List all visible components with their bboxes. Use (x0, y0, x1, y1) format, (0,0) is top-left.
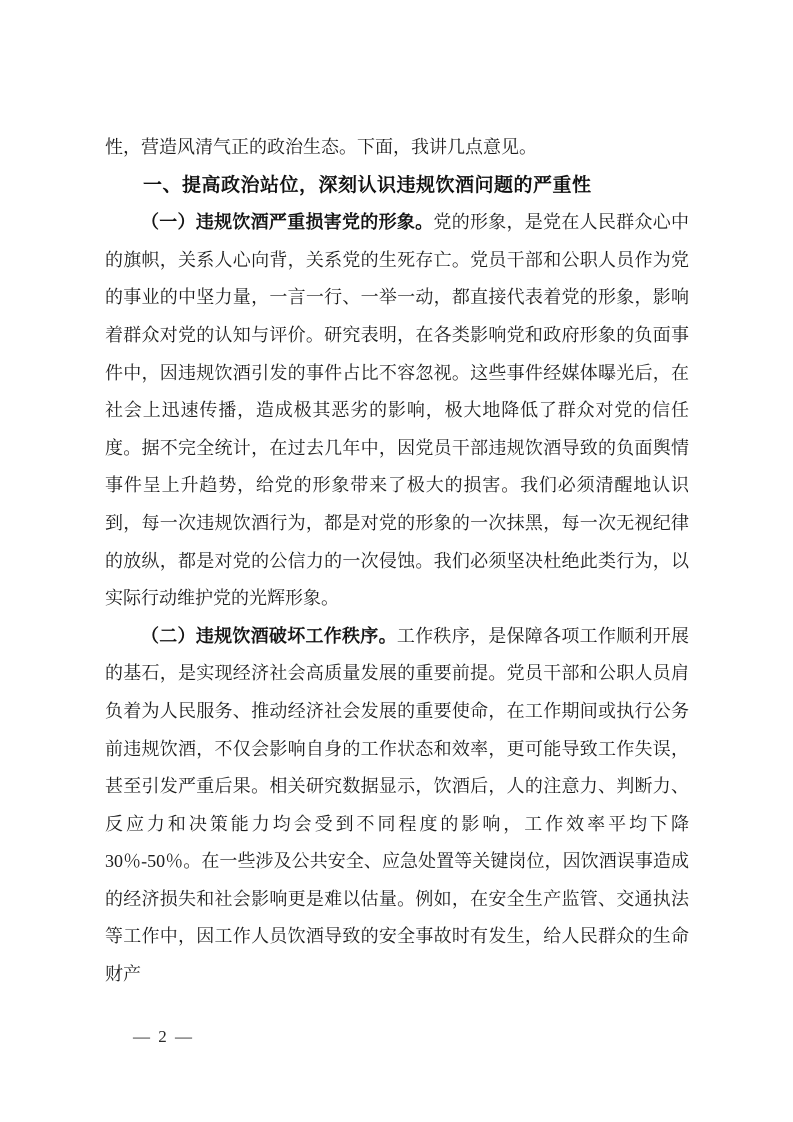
section-heading: 一、提高政治站位，深刻认识违规饮酒问题的严重性 (143, 174, 592, 196)
paragraph-one-lead: （一）违规饮酒严重损害党的形象。 (141, 212, 434, 233)
paragraph-two-lead: （二）违规饮酒破坏工作秩序。 (141, 625, 397, 646)
page-number: — 2 — (133, 1027, 194, 1046)
paragraph-continuation: 性，营造风清气正的政治生态。下面，我讲几点意见。 (105, 137, 537, 157)
paragraph-one-text: 党的形象，是党在人民群众心中的旗帜，关系人心向背，关系党的生死存亡。党员干部和公职人员作为党的事业的中坚力量，一言一行、一举一动，都直接代表着党的形象，影响着群众对党的认知与评价。研究表明，在各类影响党和政府形象的负面事件中，因违规饮酒引发的事件占比不容忽视。这些事件经媒体曝光后，在社会上迅速传播，造成极其恶劣的影响，极大地降低了群众对党的信任度。据不完全统计，在过去几年中，因党员干部违规饮酒导致的负面舆情事件呈上升趋势，给党的形象带来了极大的损害。我们必须清醒地认识到，每一次违规饮酒行为，都是对党的形象的一次抹黑，每一次无视纪律的放纵，都是对党的公信力的一次侵蚀。我们必须坚决杜绝此类行为，以实际行动维护党的光辉形象。 (105, 212, 690, 609)
paragraph-two (105, 618, 689, 994)
document-body (105, 129, 689, 994)
paragraph-one (105, 204, 689, 618)
paragraph-two-text: 工作秩序，是保障各项工作顺利开展的基石，是实现经济社会高质量发展的重要前提。党员干部和公职人员肩负着为人民服务、推动经济社会发展的重要使命，在工作期间或执行公务前违规饮酒，不仅会影响自身的工作状态和效率，更可能导致工作失误，甚至引发严重后果。相关研究数据显示，饮酒后，人的注意力、判断力、反应力和决策能力均会受到不同程度的影响，工作效率平均下降30％-50％。在一些涉及公共安全、应急处置等关键岗位，因饮酒误事造成的经济损失和社会影响更是难以估量。例如，在安全生产监管、交通执法等工作中，因工作人员饮酒导致的安全事故时有发生，给人民群众的生命财产 (105, 625, 690, 985)
page-footer (133, 1027, 194, 1047)
